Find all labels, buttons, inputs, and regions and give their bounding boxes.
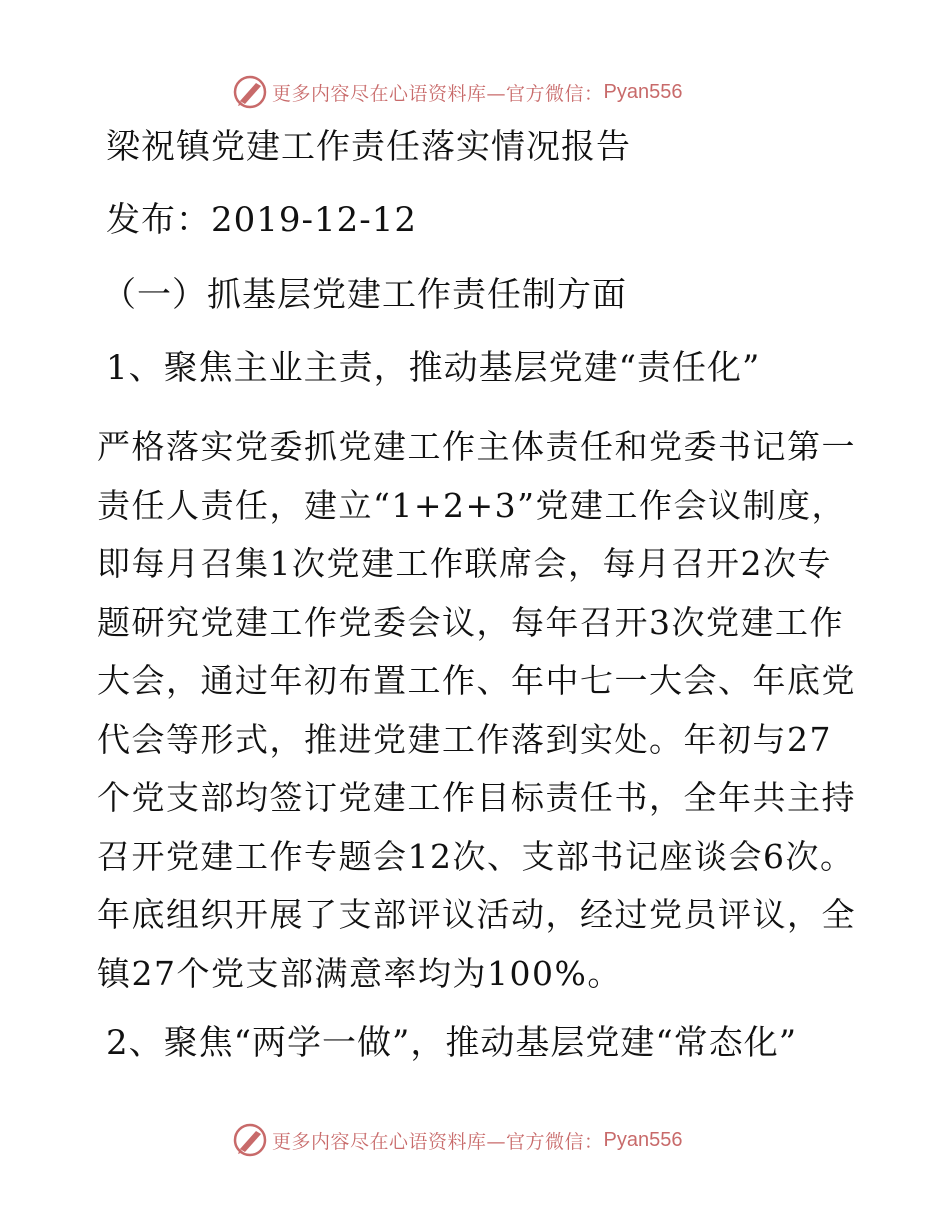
watermark-footer (232, 1120, 682, 1160)
item-2-heading: 2、聚焦“两学一做”，推动基层党建“常态化” (106, 1023, 798, 1063)
publish-date: 发布：2019-12-12 (106, 200, 418, 240)
watermark-wechat-id: Pyan556 (603, 80, 683, 103)
pen-logo-icon (232, 1122, 268, 1158)
item-1-heading: 1、聚焦主业主责，推动基层党建“责任化” (106, 348, 761, 388)
watermark-wechat-id: Pyan556 (603, 1128, 683, 1151)
section-heading: （一）抓基层党建工作责任制方面 (102, 275, 627, 315)
item-1-body: 严格落实党委抓党建工作主体责任和党委书记第一责任人责任，建立“1+2+3”党建工作会议制度，即每月召集1次党建工作联席会，每月召开2次专题研究党建工作党委会议，每年召开3次党建工作大会，通过年初布置工作、年中七一大会、年底党代会等形式，推进党建工作落到实处。年初与27个党支部均签订党建工作目标责任书，全年共主持召开党建工作专题会12次、支部书记座谈会6次。年底组织开展了支部评议活动，经过党员评议，全镇27个党支部满意率均为100%。 (97, 427, 856, 993)
document-title: 梁祝镇党建工作责任落实情况报告 (106, 127, 631, 167)
watermark-text: 更多内容尽在心语资料库—官方微信： (272, 82, 604, 105)
watermark-text: 更多内容尽在心语资料库—官方微信： (272, 1130, 604, 1153)
watermark-header (232, 72, 682, 112)
pen-logo-icon (232, 74, 268, 110)
